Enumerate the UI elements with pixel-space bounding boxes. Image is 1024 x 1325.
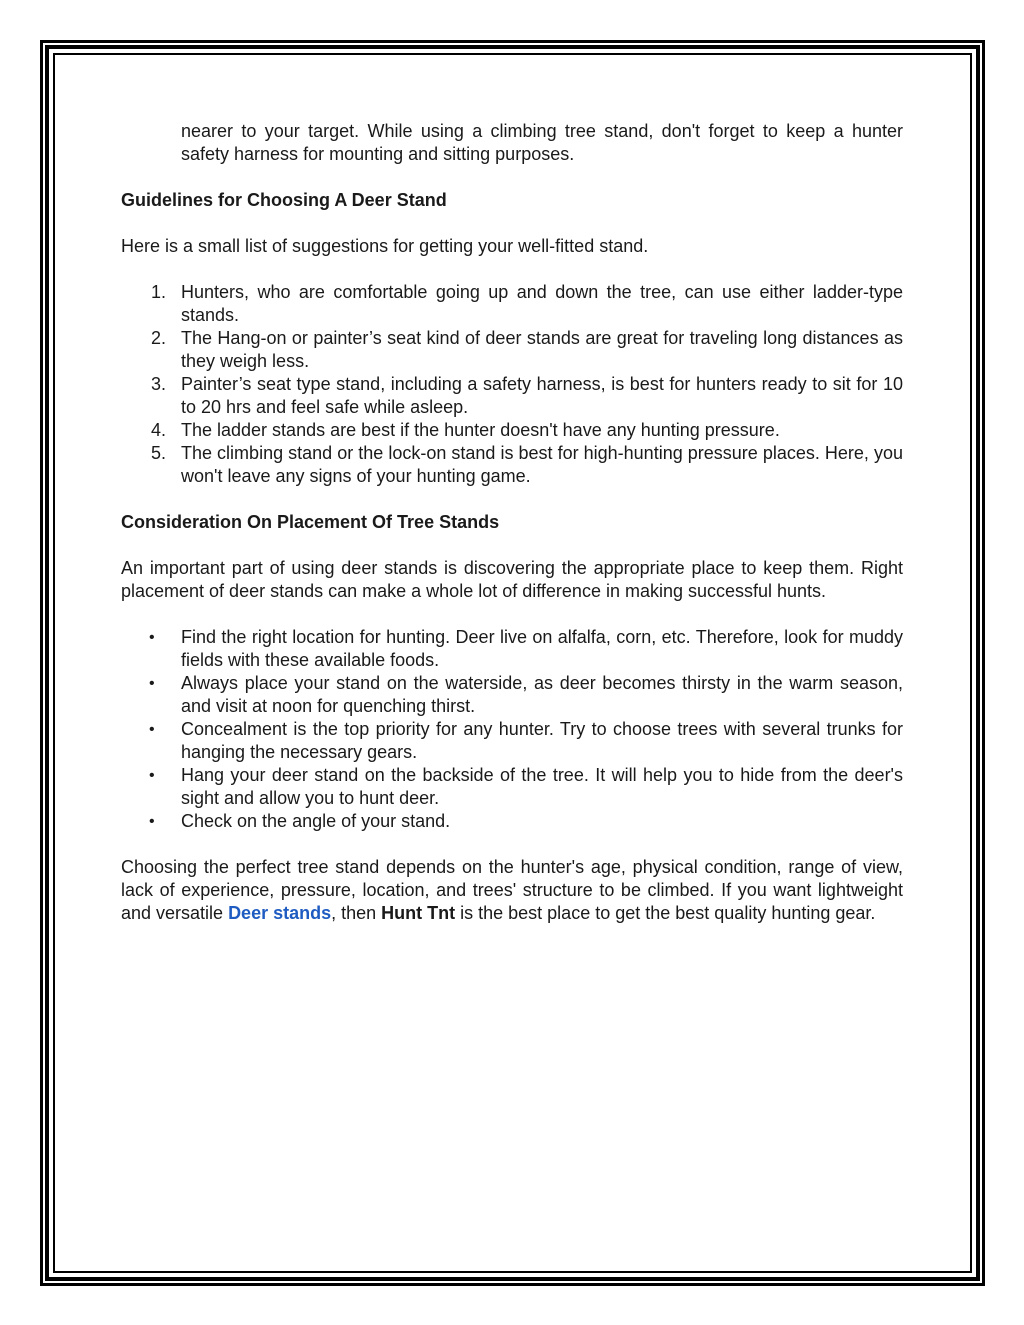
list-item: • Check on the angle of your stand. <box>149 811 451 831</box>
section-heading-guidelines: Guidelines for Choosing A Deer Stand <box>121 190 447 210</box>
bullet-icon: • <box>149 767 155 784</box>
list-item: 1. Hunters, who are comfortable going up and down the tree, can use either ladder-type stands. <box>151 282 903 325</box>
placement-bullet-list <box>121 626 903 833</box>
brand-name: Hunt Tnt <box>381 903 456 923</box>
list-item: 4. The ladder stands are best if the hunter doesn't have any hunting pressure. <box>151 420 780 440</box>
closing-paragraph: Choosing the perfect tree stand depends on the hunter's age, physical condition, range of view, lack of experience, pressure, location, and trees' structure to be climbed. If you want lightweight and versatile Deer stands, then Hunt Tnt is the best place to get the best quality hunting gear. <box>121 857 903 923</box>
bullet-icon: • <box>149 813 155 830</box>
guidelines-list <box>121 281 903 488</box>
bullet-icon: • <box>149 629 155 646</box>
document-body <box>121 120 903 925</box>
section-heading-placement: Consideration On Placement Of Tree Stands <box>121 512 500 532</box>
guidelines-intro: Here is a small list of suggestions for getting your well-fitted stand. <box>121 236 649 256</box>
bullet-icon: • <box>149 675 155 692</box>
list-item: 5. The climbing stand or the lock-on stand is best for high-hunting pressure places. Here, you won't leave any signs of your hunting game. <box>151 443 903 486</box>
list-item: 3. Painter’s seat type stand, including a safety harness, is best for hunters ready to sit for 10 to 20 hrs and feel safe while asleep. <box>151 374 903 417</box>
list-item: • Hang your deer stand on the backside of the tree. It will help you to hide from the deer's sight and allow you to hunt deer. <box>149 765 903 808</box>
list-item: • Find the right location for hunting. Deer live on alfalfa, corn, etc. Therefore, look for muddy fields with these available foods. <box>149 627 903 670</box>
placement-intro: An important part of using deer stands is discovering the appropriate place to keep them. Right placement of deer stands can make a whole lot of difference in making successful hunts. <box>121 558 903 601</box>
bullet-icon: • <box>149 721 155 738</box>
intro-continuation: nearer to your target. While using a climbing tree stand, don't forget to keep a hunter safety harness for mounting and sitting purposes. <box>181 121 903 164</box>
list-item: • Always place your stand on the waterside, as deer becomes thirsty in the warm season, and visit at noon for quenching thirst. <box>149 673 903 716</box>
list-item: 2. The Hang-on or painter’s seat kind of deer stands are great for traveling long distances as they weigh less. <box>151 328 903 371</box>
deer-stands-link[interactable]: Deer stands <box>228 903 332 923</box>
list-item: • Concealment is the top priority for any hunter. Try to choose trees with several trunks for hanging the necessary gears. <box>149 719 903 762</box>
